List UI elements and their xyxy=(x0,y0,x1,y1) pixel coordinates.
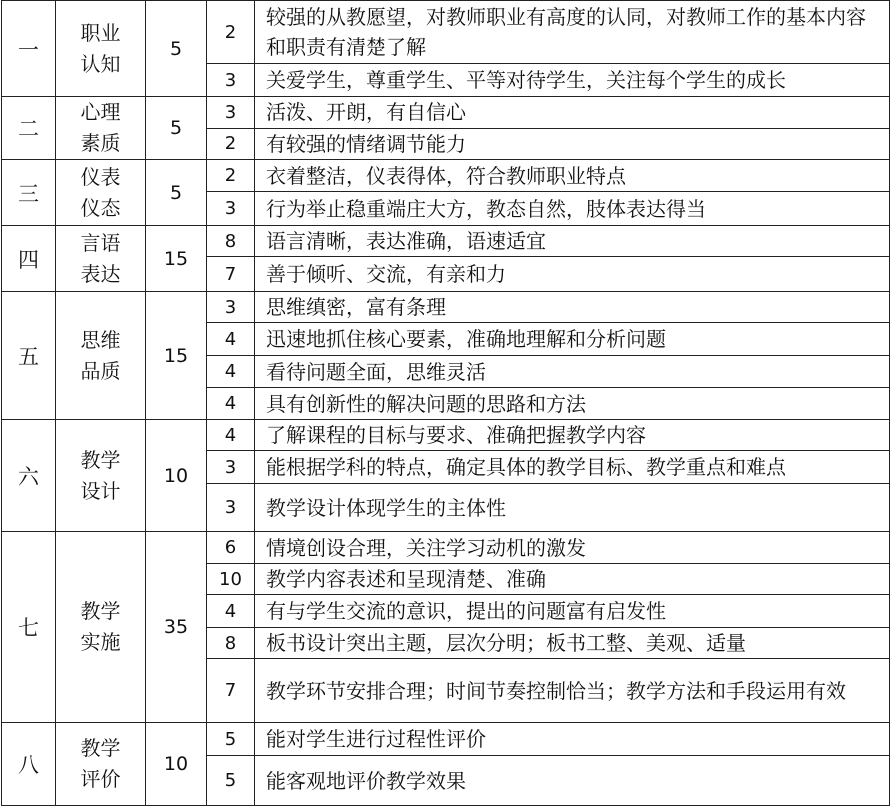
section-index: 五 xyxy=(2,292,56,420)
section-name-line: 仪表 xyxy=(80,164,121,189)
evaluation-table xyxy=(1,0,890,806)
table-row xyxy=(2,420,890,451)
item-description: 教学内容表述和呈现清楚、准确 xyxy=(255,564,890,595)
item-points: 8 xyxy=(207,226,255,257)
item-description: 看待问题全面，思维灵活 xyxy=(255,356,890,388)
item-points: 3 xyxy=(207,451,255,484)
item-description: 语言清晰，表达准确，语速适宜 xyxy=(255,226,890,257)
item-points: 4 xyxy=(207,356,255,388)
item-points: 3 xyxy=(207,192,255,226)
item-description: 具有创新性的解决问题的思路和方法 xyxy=(255,388,890,420)
section-name xyxy=(56,160,146,226)
section-name-line: 表达 xyxy=(80,261,121,286)
item-description: 较强的从教愿望，对教师职业有高度的认同，对教师工作的基本内容和职责有清楚了解 xyxy=(255,1,890,64)
item-points: 6 xyxy=(207,532,255,564)
section-name-line: 素质 xyxy=(80,131,121,155)
item-description: 善于倾听、交流，有亲和力 xyxy=(255,257,890,292)
section-score: 35 xyxy=(146,532,207,723)
section-name xyxy=(56,420,146,532)
section-name xyxy=(56,1,146,97)
section-name xyxy=(56,723,146,806)
item-points: 7 xyxy=(207,257,255,292)
section-score: 10 xyxy=(146,723,207,806)
item-description: 情境创设合理，关注学习动机的激发 xyxy=(255,532,890,564)
item-description: 有与学生交流的意识，提出的问题富有启发性 xyxy=(255,595,890,628)
item-description: 活泼、开朗，有自信心 xyxy=(255,97,890,129)
section-score: 5 xyxy=(146,160,207,226)
section-name-line: 仪态 xyxy=(80,195,121,220)
item-points: 4 xyxy=(207,595,255,628)
item-points: 3 xyxy=(207,97,255,129)
section-index: 七 xyxy=(2,532,56,723)
section-name-line: 教学 xyxy=(80,447,121,472)
item-description: 板书设计突出主题，层次分明；板书工整、美观、适量 xyxy=(255,628,890,659)
section-index: 六 xyxy=(2,420,56,532)
item-description: 了解课程的目标与要求、准确把握教学内容 xyxy=(255,420,890,451)
section-name xyxy=(56,532,146,723)
item-points: 7 xyxy=(207,659,255,723)
table-row xyxy=(2,292,890,323)
section-name-line: 职业 xyxy=(80,20,121,45)
item-description: 关爱学生，尊重学生、平等对待学生，关注每个学生的成长 xyxy=(255,64,890,97)
item-description: 能客观地评价教学效果 xyxy=(255,756,890,806)
item-points: 4 xyxy=(207,388,255,420)
item-points: 2 xyxy=(207,160,255,192)
table-row xyxy=(2,1,890,64)
section-name xyxy=(56,226,146,292)
item-points: 2 xyxy=(207,1,255,64)
section-name xyxy=(56,292,146,420)
section-name-line: 品质 xyxy=(80,358,121,383)
section-index: 八 xyxy=(2,723,56,806)
item-description: 有较强的情绪调节能力 xyxy=(255,128,890,160)
section-name-line: 认知 xyxy=(80,51,121,76)
section-name-line: 实施 xyxy=(80,630,121,654)
section-index: 一 xyxy=(2,1,56,97)
table-row xyxy=(2,226,890,257)
item-points: 4 xyxy=(207,323,255,356)
section-name-line: 心理 xyxy=(80,100,121,124)
section-name-line: 评价 xyxy=(80,767,121,791)
item-description: 教学设计体现学生的主体性 xyxy=(255,484,890,532)
table-row xyxy=(2,160,890,192)
section-name-line: 教学 xyxy=(80,599,121,623)
table-row xyxy=(2,97,890,129)
item-description: 衣着整洁，仪表得体，符合教师职业特点 xyxy=(255,160,890,192)
section-index: 四 xyxy=(2,226,56,292)
item-points: 5 xyxy=(207,723,255,756)
section-score: 5 xyxy=(146,97,207,160)
item-points: 5 xyxy=(207,756,255,806)
section-name xyxy=(56,97,146,160)
item-description: 迅速地抓住核心要素，准确地理解和分析问题 xyxy=(255,323,890,356)
table-row xyxy=(2,723,890,756)
item-points: 3 xyxy=(207,64,255,97)
section-score: 15 xyxy=(146,292,207,420)
item-points: 10 xyxy=(207,564,255,595)
section-name-line: 言语 xyxy=(80,230,121,255)
item-points: 3 xyxy=(207,292,255,323)
item-points: 4 xyxy=(207,420,255,451)
evaluation-table-body xyxy=(2,1,890,806)
section-index: 三 xyxy=(2,160,56,226)
section-name-line: 设计 xyxy=(80,478,121,503)
item-points: 8 xyxy=(207,628,255,659)
item-description: 行为举止稳重端庄大方，教态自然，肢体表达得当 xyxy=(255,192,890,226)
item-description: 能对学生进行过程性评价 xyxy=(255,723,890,756)
section-score: 15 xyxy=(146,226,207,292)
section-name-line: 教学 xyxy=(80,736,121,760)
item-description: 教学环节安排合理；时间节奏控制恰当；教学方法和手段运用有效 xyxy=(255,659,890,723)
section-index: 二 xyxy=(2,97,56,160)
item-points: 2 xyxy=(207,128,255,160)
section-score: 10 xyxy=(146,420,207,532)
item-description: 思维缜密，富有条理 xyxy=(255,292,890,323)
table-row xyxy=(2,532,890,564)
section-name-line: 思维 xyxy=(80,327,121,352)
item-description: 能根据学科的特点，确定具体的教学目标、教学重点和难点 xyxy=(255,451,890,484)
section-score: 5 xyxy=(146,1,207,97)
item-points: 3 xyxy=(207,484,255,532)
